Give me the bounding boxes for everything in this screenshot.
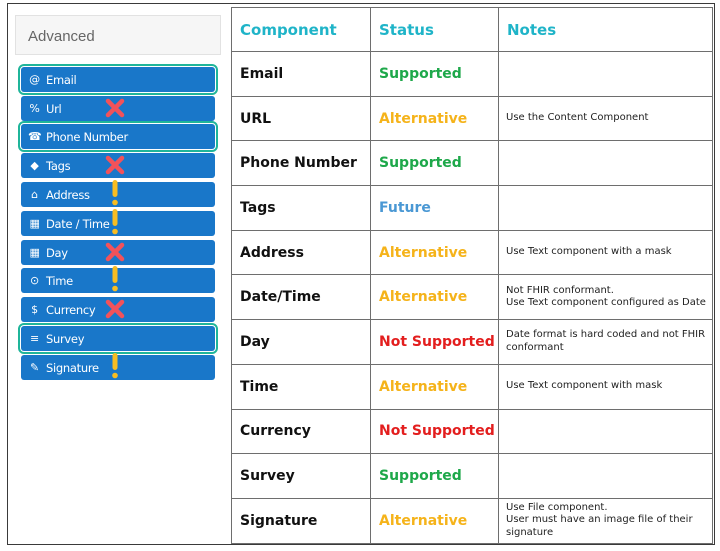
notes-cell: Date format is hard coded and not FHIR conformant [499, 320, 713, 365]
status-cell: Alternative [371, 364, 499, 409]
at-icon: @ [29, 73, 40, 86]
component-cell: Tags [232, 186, 371, 231]
table-row [232, 364, 713, 409]
component-label: Url [46, 101, 62, 116]
component-label: Day [46, 245, 68, 260]
status-cell: Alternative [371, 230, 499, 275]
notes-cell: Use Text component with mask [499, 364, 713, 409]
notes-cell: Use File component. User must have an image file of their signature [499, 498, 713, 543]
header-status: Status [371, 8, 499, 52]
component-status-table [231, 7, 713, 544]
not-supported-x-icon [104, 241, 126, 263]
component-label: Tags [46, 158, 71, 173]
notes-cell: Not FHIR conformant. Use Text component configured as Date [499, 275, 713, 320]
component-cell: URL [232, 96, 371, 141]
notes-cell: Use the Content Component [499, 96, 713, 141]
component-button-email[interactable] [21, 67, 215, 92]
notes-cell: Use Text component with a mask [499, 230, 713, 275]
component-label: Address [46, 187, 90, 202]
component-cell: Address [232, 230, 371, 275]
notes-cell [499, 454, 713, 499]
component-cell: Date/Time [232, 275, 371, 320]
component-label: Signature [46, 360, 99, 375]
not-supported-x-icon [104, 97, 126, 119]
notes-cell [499, 409, 713, 454]
table-row [232, 454, 713, 499]
table-row [232, 320, 713, 365]
table-row [232, 275, 713, 320]
status-cell: Not Supported [371, 320, 499, 365]
component-cell: Survey [232, 454, 371, 499]
component-cell: Phone Number [232, 141, 371, 186]
status-cell: Alternative [371, 96, 499, 141]
status-cell: Supported [371, 454, 499, 499]
phone-icon: ☎ [28, 130, 42, 143]
advanced-components-panel [15, 15, 221, 385]
component-cell: Day [232, 320, 371, 365]
component-cell: Time [232, 364, 371, 409]
status-cell: Alternative [371, 498, 499, 543]
home-icon: ⌂ [31, 188, 38, 201]
table-row [232, 186, 713, 231]
status-cell: Not Supported [371, 409, 499, 454]
warning-exclamation-icon [111, 266, 119, 292]
calendar-icon: ▦ [29, 217, 40, 230]
clock-icon: ⊙ [30, 274, 39, 287]
table-row [232, 498, 713, 543]
warning-exclamation-icon [111, 180, 119, 206]
table-row [232, 230, 713, 275]
component-cell: Signature [232, 498, 371, 543]
warning-exclamation-icon [111, 353, 119, 379]
notes-cell [499, 141, 713, 186]
component-label: Survey [46, 331, 85, 346]
dollar-icon: $ [31, 303, 38, 316]
table-row [232, 141, 713, 186]
component-cell: Currency [232, 409, 371, 454]
component-label: Email [46, 72, 77, 87]
component-label: Date / Time [46, 216, 110, 231]
list-icon: ≡ [30, 332, 39, 345]
panel-title: Advanced [15, 15, 221, 55]
component-label: Currency [46, 302, 96, 317]
component-label: Phone Number [46, 129, 128, 144]
header-notes: Notes [499, 8, 713, 52]
table-row [232, 409, 713, 454]
component-label: Time [46, 273, 73, 288]
link-icon: % [29, 102, 40, 115]
component-cell: Email [232, 52, 371, 97]
component-button-phone-number[interactable] [21, 124, 215, 149]
notes-cell [499, 186, 713, 231]
status-cell: Supported [371, 52, 499, 97]
not-supported-x-icon [104, 154, 126, 176]
notes-cell [499, 52, 713, 97]
not-supported-x-icon [104, 298, 126, 320]
pencil-icon: ✎ [30, 361, 39, 374]
warning-exclamation-icon [111, 209, 119, 235]
header-component: Component [232, 8, 371, 52]
table-header-row [232, 8, 713, 52]
calendar-icon: ▦ [29, 246, 40, 259]
tags-icon: ◆ [30, 159, 39, 172]
component-button-survey[interactable] [21, 326, 215, 351]
status-cell: Supported [371, 141, 499, 186]
table-row [232, 52, 713, 97]
table-row [232, 96, 713, 141]
status-cell: Future [371, 186, 499, 231]
status-cell: Alternative [371, 275, 499, 320]
